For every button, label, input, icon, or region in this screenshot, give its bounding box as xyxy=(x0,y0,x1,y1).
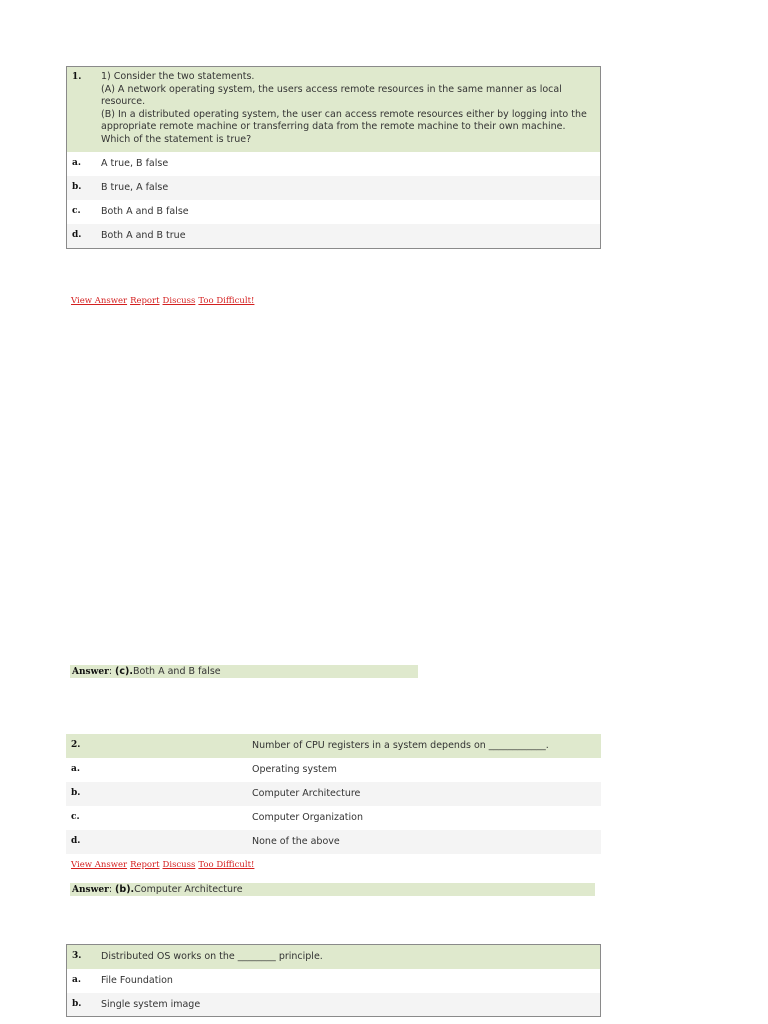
answer-option: (c). xyxy=(115,666,133,677)
question-1-table xyxy=(66,66,601,249)
view-answer-link[interactable]: View Answer xyxy=(71,296,128,306)
answer-label: Answer xyxy=(72,885,109,895)
question-row xyxy=(67,945,601,969)
option-row xyxy=(66,830,601,854)
question-2-table xyxy=(66,734,601,854)
question-3-table xyxy=(66,944,601,1017)
report-link[interactable]: Report xyxy=(130,860,160,870)
question-text: Number of CPU registers in a system depends on ____________. xyxy=(252,740,549,751)
option-key: b. xyxy=(72,998,82,1009)
question-line: (B) In a distributed operating system, the user can access remote resources either by logging into the appropriate remote machine or transferring data from the remote machine to their own machine. Which of the statement is true? xyxy=(101,108,587,145)
option-key: a. xyxy=(72,974,81,985)
option-text: Computer Organization xyxy=(252,812,363,823)
view-answer-link[interactable]: View Answer xyxy=(71,860,128,870)
option-row xyxy=(67,993,601,1017)
option-key: c. xyxy=(71,812,80,822)
too-difficult-link[interactable]: Too Difficult! xyxy=(198,860,255,870)
option-row xyxy=(66,782,601,806)
option-row xyxy=(67,200,601,224)
question-number: 1. xyxy=(72,72,82,82)
option-text: Operating system xyxy=(252,764,337,775)
option-text: Both A and B true xyxy=(101,230,186,241)
question-1-links xyxy=(71,296,257,306)
option-row xyxy=(66,758,601,782)
question-text: Distributed OS works on the ________ principle. xyxy=(101,951,323,962)
question-line: 1) Consider the two statements. xyxy=(101,71,255,82)
answer-option: (b). xyxy=(115,884,135,895)
option-key: a. xyxy=(72,158,81,168)
option-row xyxy=(66,806,601,830)
question-line: (A) A network operating system, the users access remote resources in the same manner as local resource. xyxy=(101,83,562,107)
option-text: A true, B false xyxy=(101,158,169,169)
question-row xyxy=(66,734,601,758)
report-link[interactable]: Report xyxy=(130,296,160,306)
question-number: 3. xyxy=(72,951,82,961)
option-row xyxy=(67,969,601,993)
option-row xyxy=(67,224,601,248)
option-key: c. xyxy=(72,206,81,216)
option-row xyxy=(67,152,601,176)
option-key: d. xyxy=(72,230,82,240)
option-row xyxy=(67,176,601,200)
option-text: Computer Architecture xyxy=(252,788,361,799)
option-text: Both A and B false xyxy=(101,206,189,217)
question-number: 2. xyxy=(71,740,81,750)
option-key: b. xyxy=(71,788,81,798)
answer-label: Answer xyxy=(72,667,109,677)
option-key: b. xyxy=(72,182,82,192)
option-text: Single system image xyxy=(101,998,201,1010)
option-key: d. xyxy=(71,836,81,846)
answer-box-1: Answer: (c).Both A and B false xyxy=(70,665,418,678)
answer-box-2: Answer: (b).Computer Architecture xyxy=(70,883,595,896)
option-text: None of the above xyxy=(252,836,340,847)
option-text: File Foundation xyxy=(101,974,173,986)
answer-text: Both A and B false xyxy=(132,666,221,677)
too-difficult-link[interactable]: Too Difficult! xyxy=(198,296,255,306)
discuss-link[interactable]: Discuss xyxy=(162,860,196,870)
option-key: a. xyxy=(71,764,80,774)
question-text xyxy=(101,67,601,153)
answer-text: Computer Architecture xyxy=(134,884,243,895)
option-text: B true, A false xyxy=(101,182,169,193)
discuss-link[interactable]: Discuss xyxy=(162,296,196,306)
question-row xyxy=(67,67,601,153)
question-2-links xyxy=(71,860,257,870)
